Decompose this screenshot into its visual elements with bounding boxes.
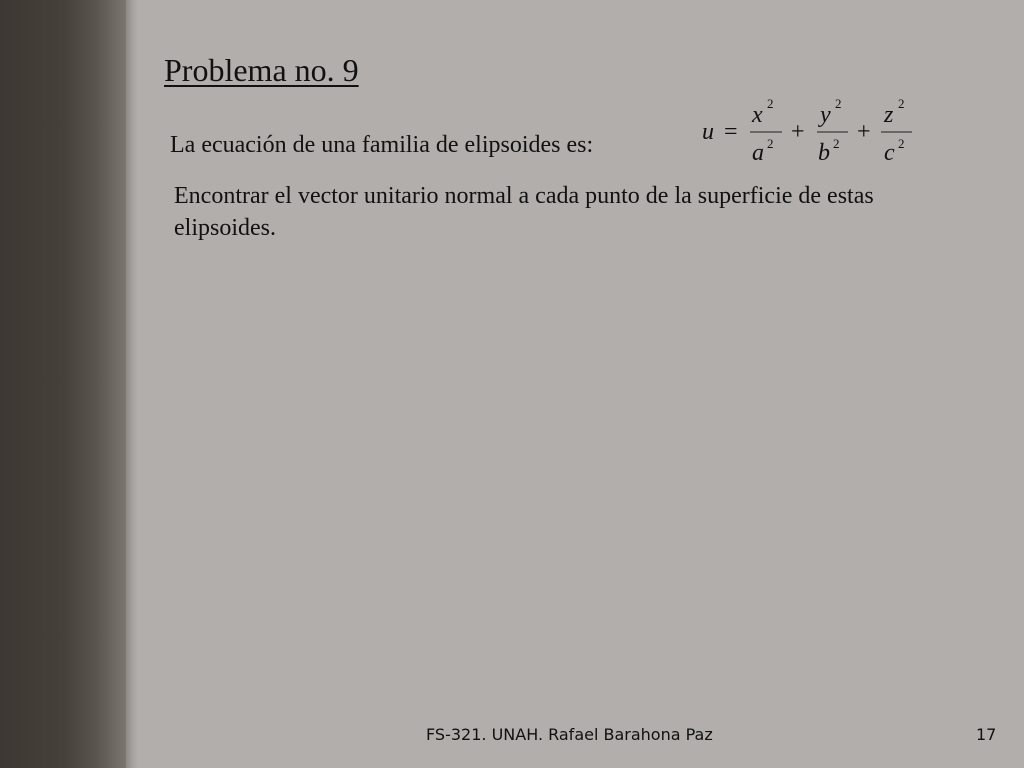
equation-plus-1: + bbox=[791, 119, 805, 145]
term-x-numerator: x bbox=[752, 102, 763, 128]
term-x-denominator: a bbox=[752, 140, 764, 166]
sidebar-shadow bbox=[126, 0, 138, 768]
term-z-numerator: z bbox=[884, 102, 894, 128]
term-y-denominator: b bbox=[818, 140, 830, 166]
ellipsoid-equation bbox=[690, 88, 930, 178]
term-x-numerator-exponent: 2 bbox=[767, 96, 774, 111]
term-z-numerator-exponent: 2 bbox=[898, 96, 905, 111]
equation-equals: = bbox=[724, 119, 738, 145]
page-number: 17 bbox=[976, 725, 997, 744]
equation-lhs: u bbox=[702, 119, 714, 145]
task-text: Encontrar el vector unitario normal a cada punto de la superficie de estas elipsoides. bbox=[174, 183, 874, 241]
term-y-numerator-exponent: 2 bbox=[835, 96, 842, 111]
term-z-denominator: c bbox=[884, 140, 895, 166]
decorative-sidebar bbox=[0, 0, 126, 768]
term-z-denominator-exponent: 2 bbox=[898, 136, 905, 151]
footer-text: FS-321. UNAH. Rafael Barahona Paz bbox=[426, 725, 713, 744]
term-x-denominator-exponent: 2 bbox=[767, 136, 774, 151]
term-y-denominator-exponent: 2 bbox=[833, 136, 840, 151]
slide-title: Problema no. 9 bbox=[164, 52, 359, 88]
equation-plus-2: + bbox=[857, 119, 871, 145]
intro-text: La ecuación de una familia de elipsoides es: bbox=[170, 132, 594, 158]
term-y-numerator: y bbox=[820, 102, 831, 128]
